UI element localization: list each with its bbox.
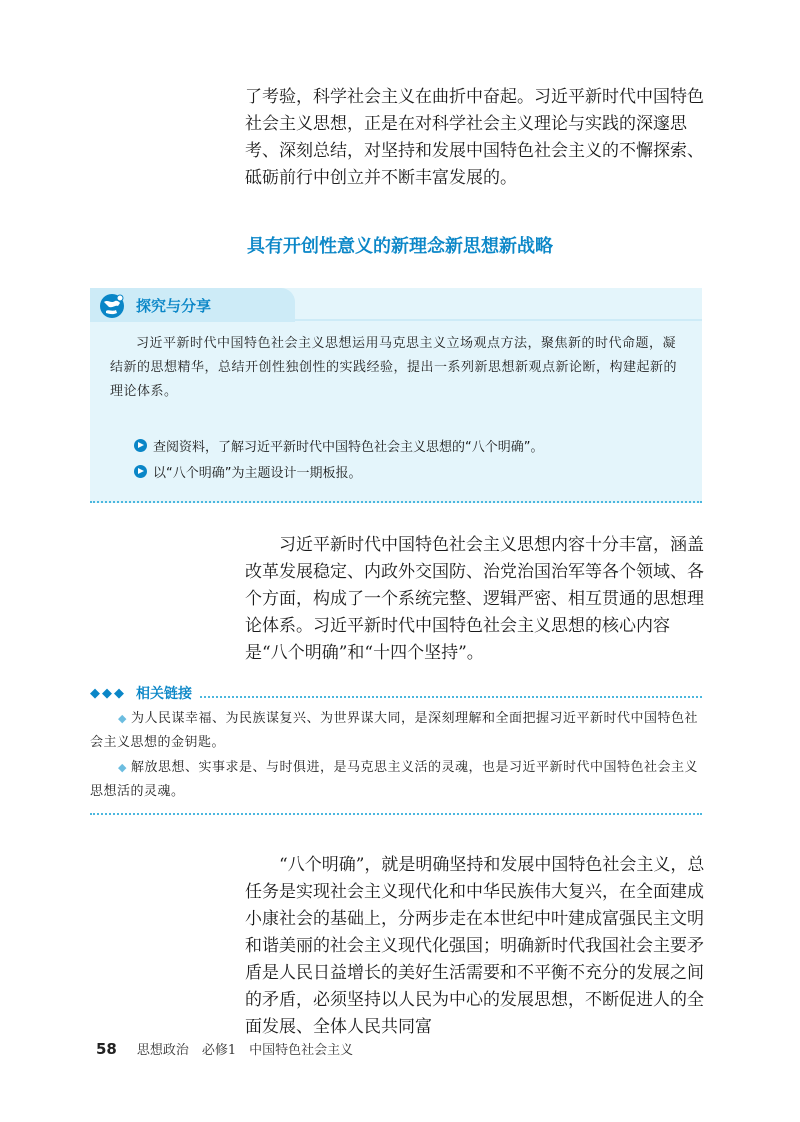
related-link-text: 解放思想、实事求是、与时俱进，是马克思主义活的灵魂，也是习近平新时代中国特色社会主义思想活的灵魂。 [90,760,698,799]
page-number: 58 [96,1040,117,1058]
dotted-divider [90,813,702,815]
dotted-divider [200,688,702,698]
related-link-text: 为人民谋幸福、为民族谋复兴、为世界谋大同，是深刻理解和全面把握习近平新时代中国特色社会主义思想的金钥匙。 [90,711,698,750]
globe-icon [98,292,126,320]
related-link-item [90,707,702,755]
diamond-bullet-icon: ◆ [118,712,127,725]
explore-title: 探究与分享 [136,297,212,315]
paragraph-bottom: “八个明确”，就是明确坚持和发展中国特色社会主义，总任务是实现社会主义现代化和中华民族伟大复兴，在全面建成小康社会的基础上，分两步走在本世纪中叶建成富强民主文明和谐美丽的社会主义现代化强国；明确新时代我国社会主要矛盾是人民日益增长的美好生活需要和不平衡不充分的发展之间的矛盾，必须坚持以人民为中心的发展思想，不断促进人的全面发展、全体人民共同富 [245,855,705,1037]
related-links-header [90,684,702,702]
diamond-bullet-icon: ◆ [118,761,127,774]
explore-intro: 习近平新时代中国特色社会主义思想运用马克思主义立场观点方法，聚焦新的时代命题，凝结新的思想精华，总结开创性独创性的实践经验，提出一系列新思想新观点新论断，构建起新的理论体系。 [110,336,678,399]
related-link-item [90,756,702,804]
explore-task-text: 查阅资料，了解习近平新时代中国特色社会主义思想的“八个明确”。 [153,440,544,455]
arrow-bullet-icon [134,439,147,452]
explore-task [134,462,361,481]
book-title: 思想政治 必修1 中国特色社会主义 [136,1043,354,1058]
explore-task-text: 以“八个明确”为主题设计一期板报。 [153,466,362,481]
explore-tab [90,288,295,322]
explore-share-box [90,288,702,503]
section-heading: 具有开创性意义的新理念新思想新战略 [247,236,553,257]
explore-task [134,436,543,455]
page-footer [96,1039,353,1058]
related-links-title: 相关链接 [136,686,192,702]
arrow-bullet-icon [134,465,147,478]
paragraph-middle: 习近平新时代中国特色社会主义思想内容十分丰富，涵盖改革发展稳定、内政外交国防、治党治国治军等各个领域、各个方面，构成了一个系统完整、逻辑严密、相互贯通的思想理论体系。习近平新时代中国特色社会主义思想的核心内容是“八个明确”和“十四个坚持”。 [245,535,704,663]
diamond-icon: ◆◆◆ [90,685,126,701]
paragraph-top: 了考验，科学社会主义在曲折中奋起。习近平新时代中国特色社会主义思想，正是在对科学社会主义理论与实践的深邃思考、深刻总结，对坚持和发展中国特色社会主义的不懈探索、砥砺前行中创立并不断丰富发展的。 [245,87,704,188]
